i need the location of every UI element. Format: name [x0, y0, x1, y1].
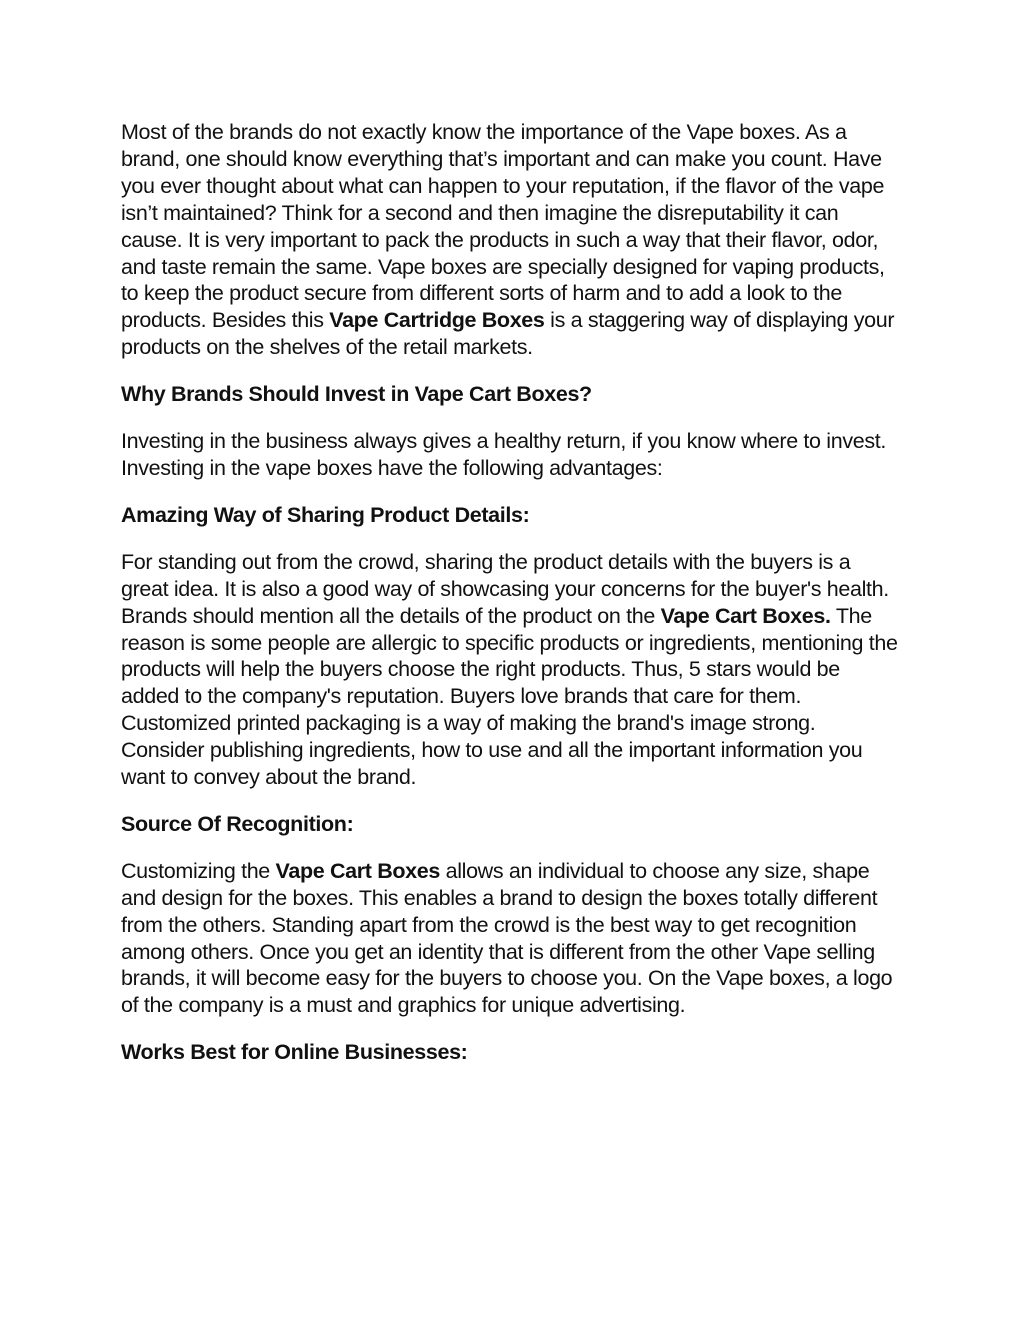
- vape-cart-boxes-keyword-2: Vape Cart Boxes: [275, 858, 440, 883]
- product-details-text: For standing out from the crowd, sharing the product details with the buyers is a great idea. It is also a good way of showcasing your concerns for the buyer's health. Brands should mention all the details of the product on the: [121, 549, 889, 628]
- invest-paragraph: Investing in the business always gives a healthy return, if you know where to invest. Investing in the vape boxes have the following advantages:: [121, 429, 886, 480]
- product-details-paragraph: [121, 549, 901, 791]
- document-page: [121, 119, 901, 1086]
- recognition-text-end: allows an individual to choose any size, shape and design for the boxes. This enables a brand to design the boxes totally different from the others. Standing apart from the crowd is the best way to get recognition among others. Once you get an identity that is different from the other Vape selling brands, it will become easy for the buyers to choose you. On the Vape boxes, a logo of the company is a must and graphics for unique advertising.: [121, 858, 893, 1018]
- recognition-paragraph: [121, 858, 901, 1019]
- vape-cartridge-boxes-keyword: Vape Cartridge Boxes: [329, 308, 545, 333]
- product-details-text-end: The reason is some people are allergic to specific products or ingredients, mentioning the products will help the buyers choose the right products. Thus, 5 stars would be added to the company's reputation. Buyers love brands that care for them. Customized printed packaging is a way of making the brand's image strong. Consider publishing ingredients, how to use and all the important information you want to convey about the brand.: [121, 603, 898, 790]
- intro-paragraph: [121, 119, 901, 361]
- heading-source-of-recognition: Source Of Recognition:: [121, 811, 354, 836]
- heading-product-details: Amazing Way of Sharing Product Details:: [121, 502, 530, 527]
- vape-cart-boxes-keyword: Vape Cart Boxes.: [660, 603, 831, 628]
- intro-text: Most of the brands do not exactly know the importance of the Vape boxes. As a brand, one should know everything that’s important and can make you count. Have you ever thought about what can happen to your reputation, if the flavor of the vape isn’t maintained? Think for a second and then imagine the disreputability it can cause. It is very important to pack the products in such a way that their flavor, odor, and taste remain the same. Vape boxes are specially designed for vaping products, to keep the product secure from different sorts of harm and to add a look to the products. Besides this: [121, 120, 885, 333]
- heading-why-invest: Why Brands Should Invest in Vape Cart Boxes?: [121, 382, 592, 407]
- recognition-text: Customizing the: [121, 858, 276, 883]
- intro-text-end: is a staggering way of displaying your products on the shelves of the retail markets.: [121, 308, 895, 360]
- heading-online-businesses: Works Best for Online Businesses:: [121, 1040, 468, 1065]
